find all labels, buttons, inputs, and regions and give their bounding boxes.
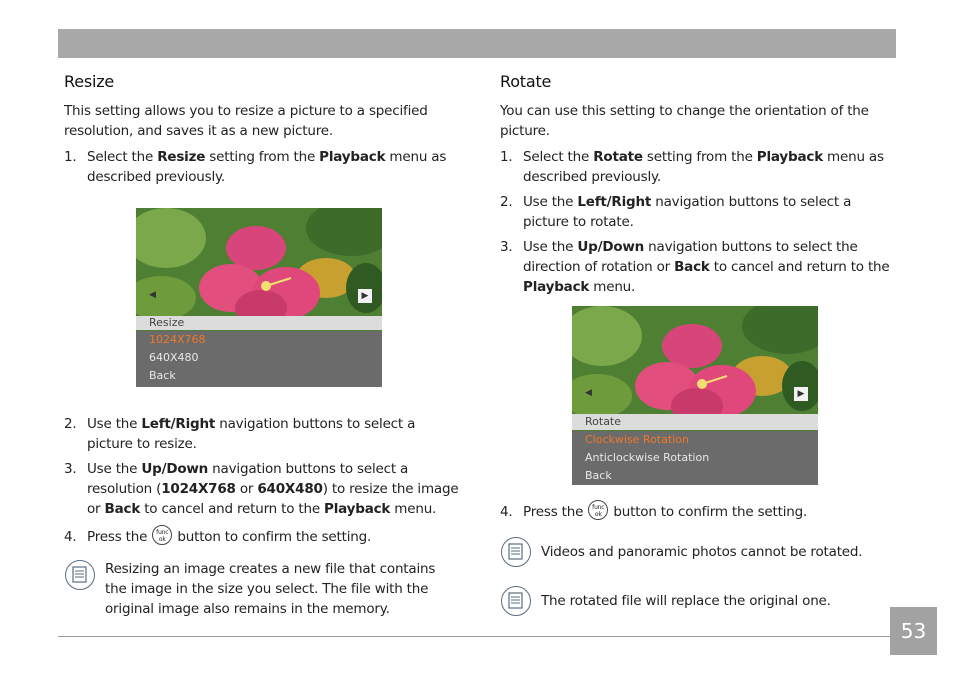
option-back[interactable]: Back: [149, 369, 176, 382]
option-anticlockwise-rotation[interactable]: Anticlockwise Rotation: [585, 451, 710, 464]
resize-note: Resizing an image creates a new file that contains the image in the size you select. The file with the original image also remains in the memory.: [105, 561, 436, 617]
menu-label-resize: Resize: [136, 316, 382, 330]
rotate-steps-continued: [500, 502, 895, 522]
menu-label-rotate: Rotate: [572, 414, 818, 430]
resize-screen-image: [136, 208, 382, 387]
func-ok-button-icon: func ok: [588, 500, 608, 520]
section-title-resize: Resize: [64, 72, 115, 91]
header-bar: [58, 29, 896, 58]
rotate-note-1: Videos and panoramic photos cannot be rotated.: [541, 544, 863, 560]
left-arrow-icon: ◀: [585, 388, 592, 398]
note-icon: [501, 537, 531, 567]
step-number: 1.: [64, 149, 77, 165]
resize-step-4: 4. Press the func ok button to confirm the setting.: [64, 527, 459, 547]
func-ok-button-icon: func ok: [152, 525, 172, 545]
rotate-step-3: 3. Use the Up/Down navigation buttons to select the direction of rotation or Back to cancel and return to the Playback menu.: [500, 239, 890, 295]
option-640x480[interactable]: 640X480: [149, 351, 199, 364]
resize-step-3: 3. Use the Up/Down navigation buttons to select a resolution (1024X768 or 640X480) to resize the image or Back to cancel and return to the Playback menu.: [64, 461, 459, 517]
section-title-rotate: Rotate: [500, 72, 552, 91]
rotate-options-panel: [572, 431, 818, 485]
rotate-step-2: 2. Use the Left/Right navigation buttons to select a picture to rotate.: [500, 194, 852, 230]
rotate-screen-image: [572, 306, 818, 485]
option-back[interactable]: Back: [585, 469, 612, 482]
rotate-step-1: 1. Select the Rotate setting from the Playback menu as described previously.: [500, 149, 884, 185]
resize-section: [64, 72, 459, 187]
resize-step-1: 1. Select the Resize setting from the Playback menu as described previously.: [64, 149, 447, 185]
right-arrow-icon: ▶: [794, 387, 808, 401]
option-clockwise-rotation[interactable]: Clockwise Rotation: [585, 433, 689, 446]
option-1024x768[interactable]: 1024X768: [149, 333, 206, 346]
rotate-note-2: The rotated file will replace the original one.: [541, 593, 831, 609]
page-number: 53: [890, 607, 937, 655]
left-arrow-icon: ◀: [149, 290, 156, 300]
rotate-intro: You can use this setting to change the orientation of the picture.: [500, 103, 869, 139]
note-icon: [65, 560, 95, 590]
footer-divider: [58, 636, 890, 637]
rotate-section: [500, 72, 895, 297]
resize-options-panel: [136, 331, 382, 387]
resize-steps-continued: [64, 414, 459, 547]
note-icon: [501, 586, 531, 616]
resize-step-2: 2. Use the Left/Right navigation buttons to select a picture to resize.: [64, 416, 416, 452]
rotate-step-4: 4. Press the func ok button to confirm the setting.: [500, 502, 895, 522]
resize-intro: This setting allows you to resize a picture to a specified resolution, and saves it as a new picture.: [64, 103, 428, 139]
right-arrow-icon: ▶: [358, 289, 372, 303]
